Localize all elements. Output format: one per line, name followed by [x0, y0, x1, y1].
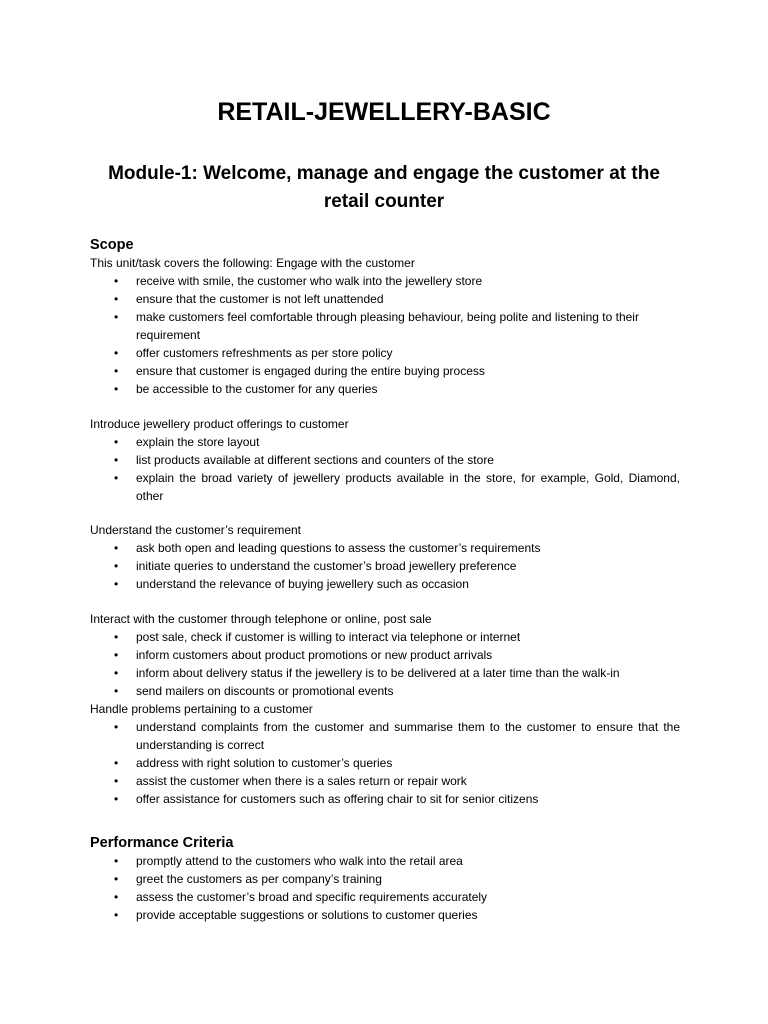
bullet-icon: •	[114, 908, 119, 922]
interact-heading: Interact with the customer through telephone or online, post sale	[90, 612, 432, 626]
performance-heading: Performance Criteria	[90, 835, 234, 851]
bullet-icon: •	[114, 274, 119, 288]
scope-heading: Scope	[90, 237, 134, 253]
bullet-icon: •	[114, 559, 119, 573]
list-item: • inform customers about product promotions or new product arrivals	[114, 648, 493, 662]
introduce-heading: Introduce jewellery product offerings to customer	[90, 417, 349, 431]
list-item: • explain the broad variety of jewellery products available in the store, for example, Gold, Diamond, other	[114, 471, 680, 503]
list-item: • be accessible to the customer for any queries	[114, 382, 378, 396]
bullet-icon: •	[114, 382, 119, 396]
engage-list	[90, 272, 680, 398]
handle-heading: Handle problems pertaining to a customer	[90, 702, 313, 716]
bullet-icon: •	[114, 648, 119, 662]
list-item: • ask both open and leading questions to assess the customer’s requirements	[114, 541, 541, 555]
understand-list	[90, 539, 680, 593]
list-item: • understand complaints from the customer and summarise them to the customer to ensure that the understanding is correct	[114, 720, 680, 752]
list-item: • assess the customer’s broad and specific requirements accurately	[114, 890, 488, 904]
bullet-icon: •	[114, 684, 119, 698]
bullet-icon: •	[114, 890, 119, 904]
list-item: • offer assistance for customers such as offering chair to sit for senior citizens	[114, 792, 539, 806]
bullet-icon: •	[114, 872, 119, 886]
bullet-icon: •	[114, 471, 119, 485]
list-item: • ensure that the customer is not left unattended	[114, 292, 384, 306]
list-item: • initiate queries to understand the customer’s broad jewellery preference	[114, 559, 517, 573]
bullet-icon: •	[114, 854, 119, 868]
list-item: • ensure that customer is engaged during the entire buying process	[114, 364, 485, 378]
list-item: • assist the customer when there is a sales return or repair work	[114, 774, 467, 788]
scope-intro: This unit/task covers the following: Engage with the customer	[90, 256, 415, 270]
introduce-list	[90, 433, 680, 505]
list-item: • make customers feel comfortable through pleasing behaviour, being polite and listening to their requirement	[114, 310, 639, 342]
bullet-icon: •	[114, 792, 119, 806]
list-item: • understand the relevance of buying jewellery such as occasion	[114, 577, 469, 591]
list-item: • list products available at different sections and counters of the store	[114, 453, 494, 467]
understand-heading: Understand the customer’s requirement	[90, 523, 301, 537]
bullet-icon: •	[114, 310, 119, 324]
bullet-icon: •	[114, 720, 119, 734]
document-title: RETAIL-JEWELLERY-BASIC	[217, 98, 551, 126]
module-title: Module-1: Welcome, manage and engage the customer at the retail counter	[108, 163, 660, 212]
list-item: • post sale, check if customer is willing to interact via telephone or internet	[114, 630, 521, 644]
list-item: • send mailers on discounts or promotional events	[114, 684, 394, 698]
list-item: • greet the customers as per company’s training	[114, 872, 382, 886]
bullet-icon: •	[114, 453, 119, 467]
list-item: • promptly attend to the customers who walk into the retail area	[114, 854, 463, 868]
bullet-icon: •	[114, 630, 119, 644]
list-item: • address with right solution to customer’s queries	[114, 756, 393, 770]
list-item: • receive with smile, the customer who walk into the jewellery store	[114, 274, 483, 288]
handle-list	[90, 718, 680, 808]
list-item: • provide acceptable suggestions or solutions to customer queries	[114, 908, 478, 922]
list-item: • inform about delivery status if the jewellery is to be delivered at a later time than the walk-in	[114, 666, 620, 680]
bullet-icon: •	[114, 435, 119, 449]
bullet-icon: •	[114, 541, 119, 555]
list-item: • explain the store layout	[114, 435, 260, 449]
bullet-icon: •	[114, 346, 119, 360]
interact-list	[90, 628, 680, 700]
bullet-icon: •	[114, 577, 119, 591]
bullet-icon: •	[114, 292, 119, 306]
bullet-icon: •	[114, 756, 119, 770]
bullet-icon: •	[114, 774, 119, 788]
performance-list	[90, 852, 680, 924]
list-item: • offer customers refreshments as per store policy	[114, 346, 393, 360]
bullet-icon: •	[114, 364, 119, 378]
bullet-icon: •	[114, 666, 119, 680]
